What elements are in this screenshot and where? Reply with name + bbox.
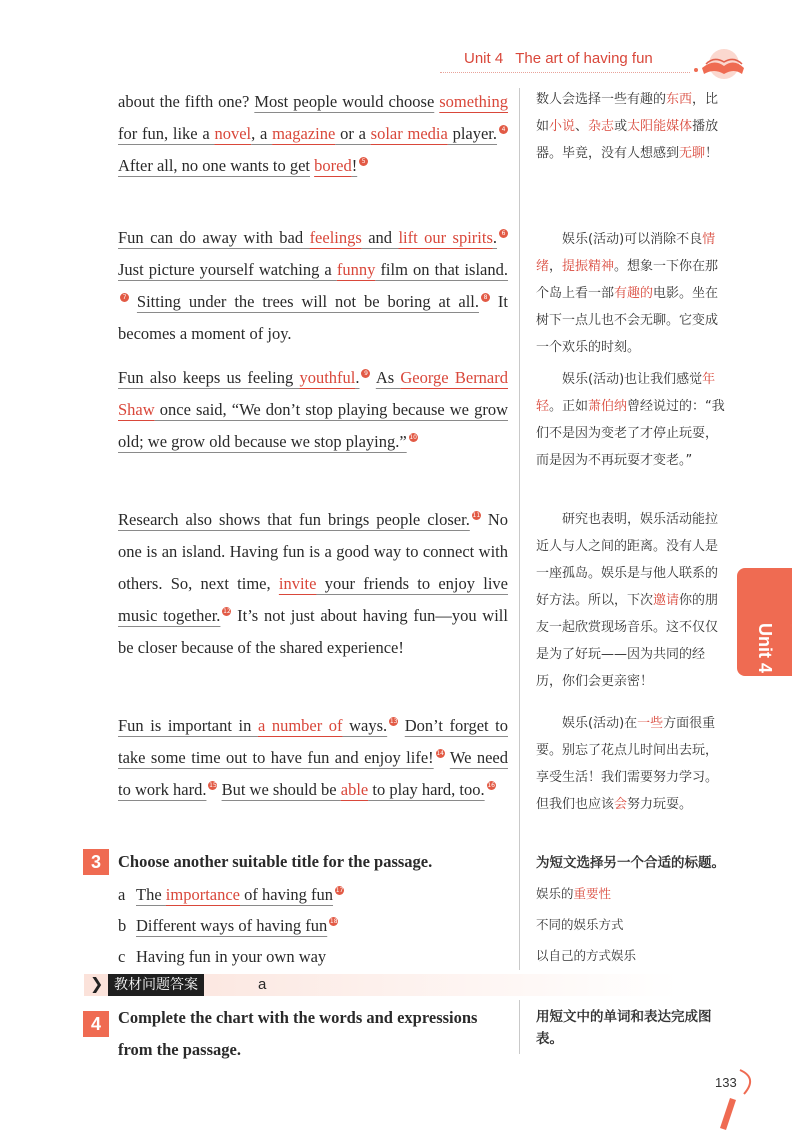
text-run: Fun also keeps us feeling — [118, 368, 300, 387]
title-option[interactable] — [118, 883, 344, 907]
sentence-number-marker: 16 — [487, 782, 495, 789]
text-run: 研究也表明，娱乐活动能拉近人与人之间的距离。没有人是一座孤岛。娱乐是与他人联系的好方法。所以，下次 — [536, 512, 719, 608]
text-run: and — [361, 228, 399, 247]
key-phrase: magazine — [272, 124, 336, 143]
task-title-translation: 用短文中的单词和表达完成图表。 — [536, 1009, 712, 1047]
key-phrase: a number of — [257, 716, 343, 735]
key-phrase: importance — [165, 885, 240, 904]
task-number-badge: 3 — [83, 849, 109, 875]
key-phrase: 太阳能媒体 — [627, 119, 693, 134]
text-run: ，比如 — [536, 92, 719, 134]
text-run: to play hard, too. — [368, 780, 485, 799]
text-run: 电影。坐在树下一点儿也不会无聊。它变成一个欢乐的时刻。 — [536, 286, 719, 355]
running-header — [440, 44, 760, 78]
task-number-badge: 4 — [83, 1011, 109, 1037]
key-phrase: 小说 — [549, 119, 576, 134]
text-run: 曾经说过的：“我们不是因为变老了才停止玩耍，而是因为不再玩耍才变老。” — [536, 399, 725, 468]
key-phrase: youthful — [299, 368, 356, 387]
key-phrase: 有趣的 — [614, 286, 654, 301]
column-divider — [519, 88, 520, 970]
key-phrase: 一些 — [637, 716, 664, 731]
key-phrase: 邀请 — [653, 593, 680, 608]
text-run: But we should be — [221, 780, 341, 799]
translation-paragraph — [536, 226, 726, 361]
text-run — [398, 716, 405, 735]
text-run: ！ — [705, 146, 719, 161]
text-run: Research also shows that fun brings people closer. — [118, 510, 470, 529]
text-run: , a — [251, 124, 273, 143]
text-run: Sitting under the trees will not be boring at all. — [136, 292, 479, 311]
option-text-run: of having fun — [240, 885, 334, 904]
key-phrase: 提振精神 — [562, 259, 615, 274]
option-translation-run: 娱乐的 — [536, 886, 574, 901]
text-run: 你的朋友一起欣赏现场音乐。这不仅仅是为了好玩——因为共同的经历，你们会更亲密！ — [536, 593, 719, 689]
sentence-number-marker: 11 — [472, 512, 481, 519]
text-run: ! — [351, 156, 358, 175]
sentence-number-marker: 17 — [335, 887, 344, 894]
text-run: As — [375, 368, 401, 387]
title-option[interactable] — [118, 945, 326, 969]
task-title-translation: 为短文选择另一个合适的标题。 — [536, 855, 725, 871]
key-phrase: invite — [278, 574, 317, 593]
option-translation-run: 不同的娱乐方式 — [536, 917, 624, 932]
header-title — [464, 50, 653, 67]
text-run: . — [492, 228, 498, 247]
answer-label: 教材问题答案 — [108, 974, 204, 996]
text-run: Fun can do away with bad — [118, 228, 310, 247]
text-run: once said, “We don’t stop playing because we grow old; we grow old because we stop playing.” — [118, 400, 508, 451]
unit-side-tab — [737, 568, 792, 676]
text-run: It becomes a moment of joy. — [118, 292, 508, 343]
text-run: 、 — [575, 119, 589, 134]
key-phrase: George Bernard Shaw — [118, 368, 509, 419]
key-phrase: 东西 — [666, 92, 693, 107]
key-phrase: bored — [314, 156, 352, 175]
key-phrase: funny — [336, 260, 376, 279]
key-phrase: something — [439, 92, 509, 111]
text-run: Fun is important in — [118, 716, 258, 735]
text-run: ways. — [342, 716, 388, 735]
sentence-number-marker: 10 — [409, 434, 417, 441]
option-text-run: Different ways of having fun — [136, 916, 328, 935]
text-run: about the fifth one? — [118, 92, 255, 111]
option-text — [136, 916, 327, 935]
passage-paragraph — [118, 710, 508, 806]
page-number: 133 — [715, 1075, 737, 1090]
sentence-number-marker: 6 — [499, 229, 508, 238]
sentence-number-marker: 13 — [389, 718, 398, 725]
chevron-right-icon: ❯ — [90, 974, 104, 993]
translation-paragraph — [536, 366, 726, 474]
text-run: 或 — [614, 119, 628, 134]
key-phrase: 会 — [614, 797, 628, 812]
text-run: . — [355, 368, 360, 387]
key-phrase: lift our spirits — [398, 228, 493, 247]
text-run: 数人会选择一些有趣的 — [536, 92, 667, 107]
text-run: 。正如 — [549, 399, 589, 414]
text-run: 娱乐(活动)在 — [536, 716, 638, 731]
passage-paragraph — [118, 86, 508, 182]
option-translation-run: 以自己的方式娱乐 — [536, 948, 637, 963]
translation-paragraph — [536, 710, 726, 818]
sentence-number-marker: 4 — [499, 125, 508, 134]
key-phrase: 重要性 — [573, 886, 612, 901]
key-phrase: 无聊 — [679, 146, 706, 161]
text-run: your friends to enjoy live music together. — [118, 574, 509, 625]
text-run: ， — [549, 259, 563, 274]
translation-paragraph — [536, 86, 726, 167]
key-phrase: novel — [214, 124, 252, 143]
option-letter: a — [118, 885, 126, 904]
option-translation — [536, 946, 636, 964]
title-option[interactable] — [118, 914, 338, 938]
text-run: 播放器。毕竟，没有人想感到 — [536, 119, 719, 161]
text-run: 娱乐(活动)也让我们感觉 — [536, 372, 703, 387]
text-run: 娱乐(活动)可以消除不良 — [536, 232, 703, 247]
text-run: for fun, like a — [118, 124, 215, 143]
header-unit-title: The art of having fun — [515, 50, 653, 67]
translation-paragraph — [536, 506, 726, 695]
sentence-number-marker: 12 — [223, 608, 231, 615]
header-unit: Unit 4 — [464, 50, 504, 67]
header-dotted-rule — [440, 72, 690, 73]
passage-paragraph — [118, 362, 508, 458]
option-translation — [536, 915, 624, 933]
passage-paragraph — [118, 222, 508, 350]
option-translation — [536, 884, 611, 902]
passage-paragraph — [118, 504, 508, 664]
task-title: Complete the chart with the words and expressions from the passage. — [118, 1008, 478, 1059]
key-phrase: 情绪 — [536, 232, 716, 274]
key-phrase: 萧伯纳 — [588, 399, 628, 414]
text-run: or a — [335, 124, 371, 143]
open-book-icon — [684, 44, 744, 84]
unit-side-tab-label: Unit 4 — [755, 622, 775, 673]
key-phrase: 年轻 — [536, 372, 716, 414]
sentence-number-marker: 5 — [359, 157, 368, 166]
sentence-number-marker: 7 — [120, 293, 129, 302]
text-run: We need to work hard. — [118, 748, 508, 799]
option-text — [136, 885, 333, 904]
text-run: 努力玩耍。 — [627, 797, 693, 812]
text-run: Don’t forget to take some time out to have fun and enjoy life! — [118, 716, 508, 767]
text-run: After all, no one wants to get — [118, 156, 310, 175]
task-title: Choose another suitable title for the passage. — [118, 852, 433, 871]
column-divider — [519, 1000, 520, 1054]
text-run: 。想象一下你在那个岛上看一部 — [536, 259, 719, 301]
text-run: player. — [447, 124, 498, 143]
sentence-number-marker: 14 — [436, 750, 444, 757]
option-text-run: Having fun in your own way — [136, 947, 327, 966]
sentence-number-marker: 9 — [361, 369, 370, 378]
answer-value: a — [258, 976, 267, 993]
key-phrase: 杂志 — [588, 119, 615, 134]
text-run: film on that island. — [375, 260, 509, 279]
text-run: It’s not just about having fun—you will be closer because of the shared experience! — [118, 606, 508, 657]
sentence-number-marker: 8 — [481, 293, 490, 302]
text-run: Most people would choose — [254, 92, 435, 111]
sentence-number-marker: 18 — [329, 918, 338, 925]
text-run: Just picture yourself watching a — [118, 260, 337, 279]
key-phrase: solar media — [370, 124, 448, 143]
text-run — [129, 292, 137, 311]
text-run: No one is an island. Having fun is a good way to connect with others. So, next time, — [118, 510, 508, 593]
answer-bar — [84, 974, 744, 996]
text-run: 方面很重要。别忘了花点儿时间出去玩，享受生活！我们需要努力学习。但我们也应该 — [536, 716, 719, 812]
option-text-run: The — [136, 885, 166, 904]
option-letter: c — [118, 947, 126, 966]
key-phrase: able — [340, 780, 369, 799]
option-text — [136, 947, 326, 966]
option-letter: b — [118, 916, 127, 935]
sentence-number-marker: 15 — [209, 782, 217, 789]
key-phrase: feelings — [309, 228, 362, 247]
